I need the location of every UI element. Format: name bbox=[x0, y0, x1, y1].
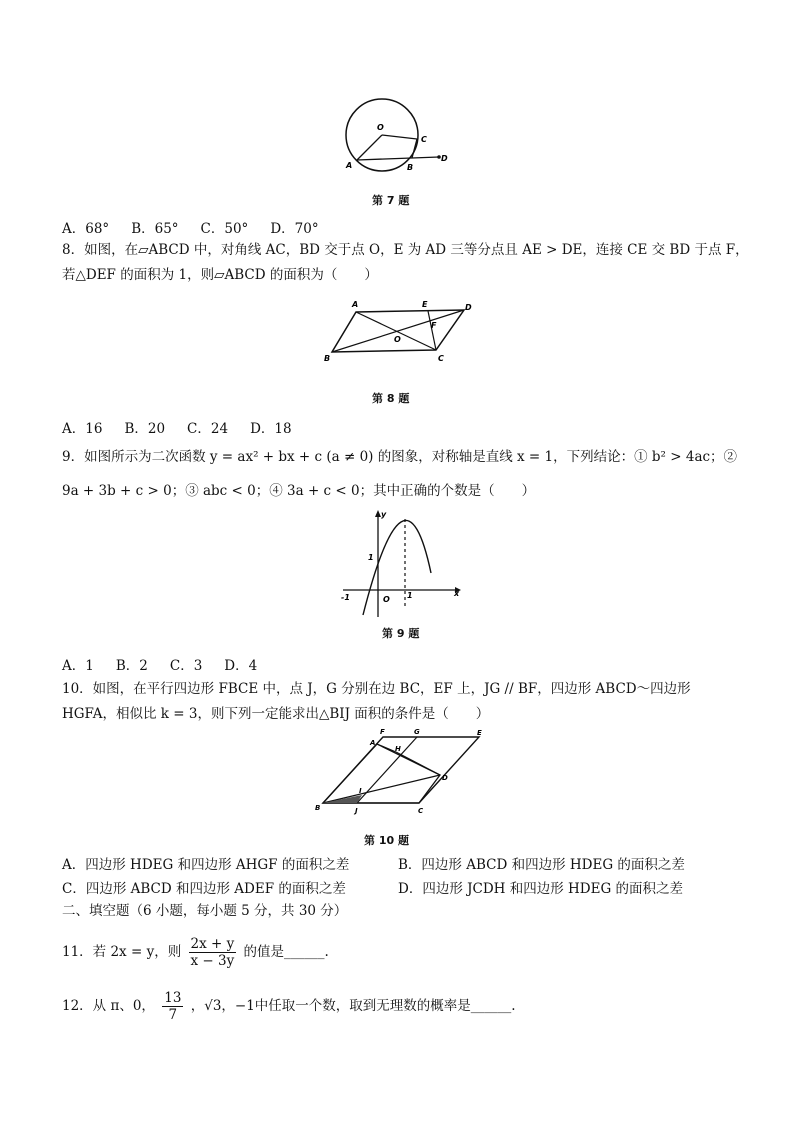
q9-stem-line1: 9．如图所示为二次函数 y = ax² + bx + c (a ≠ 0) 的图象，对称轴是直线 x = 1，下列结论：① b² > 4ac；② bbox=[62, 449, 738, 465]
segment-ao bbox=[357, 135, 382, 160]
label-e: E bbox=[422, 300, 428, 309]
q10-option-b[interactable]: B．四边形 ABCD 和四边形 HDEG 的面积之差 bbox=[398, 857, 685, 873]
q10-stem-line2: HGFA，相似比 k = 3，则下列一定能求出△BIJ 面积的条件是（ ） bbox=[62, 706, 490, 722]
q12-fraction-numerator: 13 bbox=[164, 990, 182, 1006]
q12-fraction-denominator: 7 bbox=[168, 1007, 178, 1023]
q7-option-b[interactable]: B．65° bbox=[131, 221, 179, 237]
q8-stem-line2: 若△DEF 的面积为 1，则▱ABCD 的面积为（ ） bbox=[62, 267, 378, 283]
q8-stem-line1: 8．如图，在▱ABCD 中，对角线 AC，BD 交于点 O，E 为 AD 三等分点且 AE > DE，连接 CE 交 BD 于点 F， bbox=[62, 242, 749, 258]
q7-option-d[interactable]: D．70° bbox=[270, 221, 319, 237]
label-f: F bbox=[431, 321, 437, 330]
q9-option-a[interactable]: A．1 bbox=[62, 658, 94, 674]
q9-options bbox=[62, 654, 279, 674]
label-neg-one: -1 bbox=[341, 593, 350, 602]
quadrilateral-abcd bbox=[323, 744, 440, 803]
label-c: C bbox=[421, 135, 427, 144]
label-x: x bbox=[454, 589, 460, 598]
label-b: B bbox=[407, 163, 414, 172]
figure-7 bbox=[335, 92, 460, 192]
label-h: H bbox=[395, 745, 401, 753]
label-o: O bbox=[377, 123, 384, 132]
label-origin: O bbox=[383, 595, 390, 604]
q7-option-c[interactable]: C．50° bbox=[200, 221, 249, 237]
q9-option-b[interactable]: B．2 bbox=[115, 658, 148, 674]
label-b: B bbox=[315, 804, 321, 812]
label-d: D bbox=[442, 774, 448, 782]
label-y: y bbox=[381, 510, 387, 519]
label-c: C bbox=[438, 354, 444, 363]
diagonal-bd bbox=[332, 310, 464, 352]
q9-option-d[interactable]: D．4 bbox=[224, 658, 258, 674]
label-o: O bbox=[394, 335, 401, 344]
label-d: D bbox=[441, 154, 448, 163]
label-b: B bbox=[324, 354, 331, 363]
q8-options bbox=[62, 417, 314, 437]
q11-suffix: 的值是______. bbox=[243, 944, 329, 960]
q7-options bbox=[62, 217, 341, 237]
segment-cb bbox=[412, 139, 417, 158]
parallelogram-fbce bbox=[323, 737, 479, 803]
figure-8 bbox=[318, 295, 478, 365]
q11-fraction bbox=[189, 936, 237, 969]
q9-option-c[interactable]: C．3 bbox=[169, 658, 203, 674]
figure-10 bbox=[315, 725, 495, 825]
q8-option-d[interactable]: D．18 bbox=[250, 421, 292, 437]
figure-10-caption: 第 10 题 bbox=[364, 834, 409, 847]
figure-9 bbox=[335, 505, 465, 625]
label-one-y: 1 bbox=[368, 553, 374, 562]
figure-7-caption: 第 7 题 bbox=[372, 194, 410, 207]
q10-option-c[interactable]: C．四边形 ABCD 和四边形 ADEF 的面积之差 bbox=[62, 881, 346, 897]
segment-oc bbox=[382, 135, 417, 139]
label-a: A bbox=[352, 300, 359, 309]
diagonal-ac bbox=[356, 312, 436, 350]
q11-prefix: 11．若 2x = y，则 bbox=[62, 944, 182, 960]
q11-fraction-numerator: 2x + y bbox=[190, 936, 235, 952]
q12-prefix: 12．从 π、0， bbox=[62, 998, 155, 1014]
q9-stem-line2: 9a + 3b + c > 0；③ abc < 0；④ 3a + c < 0；其中正确的个数是（ ） bbox=[62, 483, 536, 499]
figure-8-caption: 第 8 题 bbox=[372, 392, 410, 405]
q12 bbox=[62, 990, 754, 1023]
label-j: J bbox=[355, 807, 358, 815]
label-a: A bbox=[346, 161, 353, 170]
section-2-title: 二、填空题（6 小题，每小题 5 分，共 30 分） bbox=[62, 903, 348, 919]
segment-ah bbox=[377, 744, 396, 752]
q8-option-c[interactable]: C．24 bbox=[187, 421, 229, 437]
q11-fraction-denominator: x − 3y bbox=[190, 953, 235, 969]
figure-9-caption: 第 9 题 bbox=[382, 627, 420, 640]
label-i: I bbox=[359, 787, 362, 795]
q8-option-a[interactable]: A．16 bbox=[62, 421, 103, 437]
q10-option-a[interactable]: A．四边形 HDEG 和四边形 AHGF 的面积之差 bbox=[62, 857, 350, 873]
q12-suffix: ，√3，−1中任取一个数，取到无理数的概率是______. bbox=[190, 998, 516, 1014]
q8-option-b[interactable]: B．20 bbox=[124, 421, 166, 437]
parabola bbox=[363, 520, 431, 615]
q7-option-a[interactable]: A．68° bbox=[62, 221, 110, 237]
q10-stem-line1: 10．如图，在平行四边形 FBCE 中，点 J，G 分别在边 BC，EF 上，JG // BF，四边形 ABCD～四边形 bbox=[62, 681, 691, 697]
label-d: D bbox=[465, 303, 472, 312]
q10-option-d[interactable]: D．四边形 JCDH 和四边形 HDEG 的面积之差 bbox=[398, 881, 684, 897]
label-e: E bbox=[477, 729, 482, 737]
label-g: G bbox=[414, 728, 420, 736]
line-ad bbox=[357, 157, 439, 160]
label-c: C bbox=[418, 807, 424, 815]
q11 bbox=[62, 936, 754, 969]
segment-ce bbox=[428, 311, 436, 350]
label-a: A bbox=[370, 739, 376, 747]
label-f: F bbox=[380, 728, 385, 736]
segment-hd bbox=[396, 752, 440, 775]
label-one-x: 1 bbox=[407, 591, 413, 600]
q12-fraction bbox=[162, 990, 183, 1023]
